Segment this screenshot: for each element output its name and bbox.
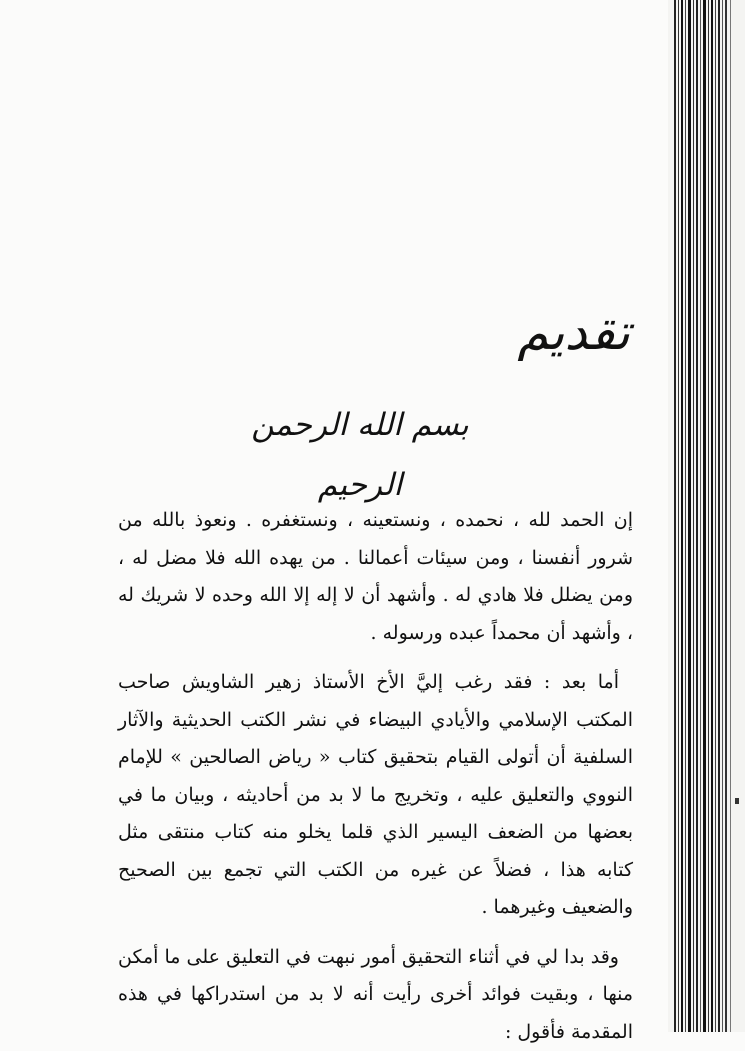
paragraph-request: أما بعد : فقد رغب إليَّ الأخ الأستاذ زهير الشاويش صاحب المكتب الإسلامي والأيادي البيضاء في نشر الكتب الحديثية والآثار السلفية أن أتولى القيام بتحقيق كتاب « رياض الصالحين » للإمام النووي والتعليق عليه ، وتخريج ما لا بد من أحاديثه ، وبيان ما في بعضها من الضعف اليسير الذي قلما يخلو منه كتاب منتقى مثل كتابه هذا ، فضلاً عن غيره من الكتب التي تجمع بين الصحيح والضعيف وغيرهما . xyxy=(118,664,633,927)
paragraph-opening: إن الحمد لله ، نحمده ، ونستعينه ، ونستغفره . ونعوذ بالله من شرور أنفسنا ، ومن سيئات أعمالنا . من يهده الله فلا مضل له ، ومن يضلل فلا هادي له . وأشهد أن لا إله إلا الله وحده لا شريك له ، وأشهد أن محمداً عبده ورسوله . xyxy=(118,502,633,652)
paragraph-notes: وقد بدا لي في أثناء التحقيق أمور نبهت في التعليق على ما أمكن منها ، وبقيت فوائد أخرى رأيت أنه لا بد من استدراكها في هذه المقدمة فأقول : xyxy=(118,939,633,1051)
body-text xyxy=(118,502,633,1051)
page-binding-edge xyxy=(668,0,745,1032)
page-title: تقديم xyxy=(330,292,630,372)
scan-mark xyxy=(735,798,739,804)
basmala-calligraphy: بسم الله الرحمن الرحيم xyxy=(250,395,470,515)
